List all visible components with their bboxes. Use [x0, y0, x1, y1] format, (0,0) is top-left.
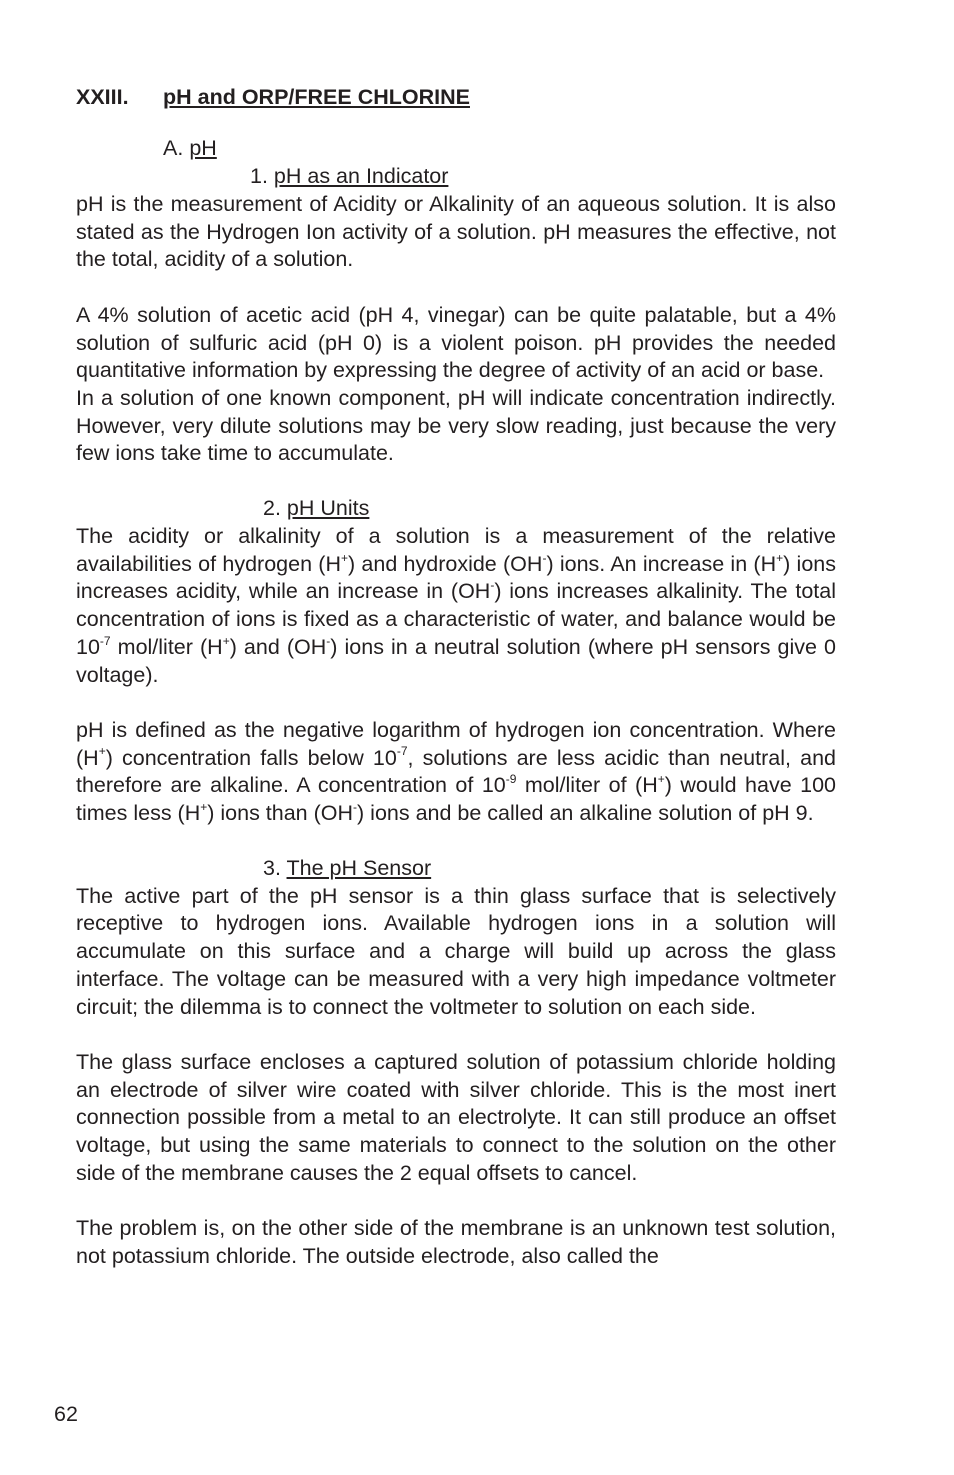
- chapter-number: XXIII.: [76, 85, 129, 109]
- paragraph-glass-surface: The active part of the pH sensor is a thin glass surface that is selectively receptive to hydrogen ions. Available hydrogen ions in a solution will accumulate on this surface and a charge will build up across the glass interface. The voltage can be measured with a very high impedance voltmeter circuit; the dilemma is to connect the voltmeter to solution on each side.: [76, 883, 836, 1019]
- page-number: 62: [54, 1402, 78, 1426]
- paragraph-acidity-alkalinity: The acidity or alkalinity of a solution is a measurement of the relative availabilities of hydrogen (H+) and hydroxide (OH-) ions. An increase in (H+) ions increases acidity, while an increase in (OH-) ions increases alkalinity. The total concentration of ions is fixed as a characteristic of water, and balance would be $10^{-7}$ mol/liter (H+) and (OH-) ions in a neutral solution (where pH sensors give 0 voltage).: [76, 524, 836, 687]
- chapter-heading: [76, 81, 836, 113]
- subsection-3-prefix: 3.: [263, 855, 281, 880]
- section-a-heading: [163, 135, 836, 163]
- subsection-3-title: The pH Sensor: [286, 855, 432, 880]
- paragraph-known-component: In a solution of one known component, pH will indicate concentration indirectly. However, very dilute solutions may be very slow reading, just because the very few ions take time to accumulate.: [76, 385, 836, 466]
- subsection-2-title: pH Units: [286, 496, 370, 521]
- subsection-2-prefix: 2.: [263, 496, 281, 521]
- subsection-2-heading: [263, 495, 836, 523]
- paragraph-acid-example: A 4% solution of acetic acid (pH 4, vinegar) can be quite palatable, but a 4% solution of sulfuric acid (pH 0) is a violent poison. pH provides the needed quantitative information by expressing the degree of activity of an acid or base.: [76, 302, 836, 383]
- paragraph-ph-definition: pH is the measurement of Acidity or Alkalinity of an aqueous solution. It is also stated as the Hydrogen Ion activity of a solution. pH measures the effective, not the total, acidity of a solution.: [76, 192, 836, 272]
- section-a-title: pH: [189, 136, 217, 160]
- subsection-3-heading: [263, 855, 836, 883]
- subsection-1-title: pH as an Indicator: [273, 164, 449, 188]
- document-page: [76, 81, 836, 1271]
- paragraph-potassium-chloride: The glass surface encloses a captured solution of potassium chloride holding an electrode of silver wire coated with silver chloride. This is the most inert connection possible from a metal to an electrolyte. It can still produce an offset voltage, but using the same materials to connect to the solution on the other side of the membrane causes the 2 equal offsets to cancel.: [76, 1049, 836, 1185]
- chapter-title: pH and ORP/FREE CHLORINE: [163, 85, 470, 109]
- section-a-prefix: A.: [163, 136, 184, 160]
- paragraph-negative-logarithm: pH is defined as the negative logarithm of hydrogen ion concentration. Where (H+) concentration falls below $10^{-7}$, solutions are less acidic than neutral, and therefore are alkaline. A concentration of $10^{-9}$ mol/liter of (H+) would have 100 times less (H+) ions than (OH-) ions and be called an alkaline solution of pH 9.: [76, 717, 836, 826]
- subsection-1-heading: [250, 163, 836, 191]
- paragraph-outside-electrode: The problem is, on the other side of the membrane is an unknown test solution, not potassium chloride. The outside electrode, also called the: [76, 1216, 836, 1268]
- subsection-1-prefix: 1.: [250, 164, 268, 188]
